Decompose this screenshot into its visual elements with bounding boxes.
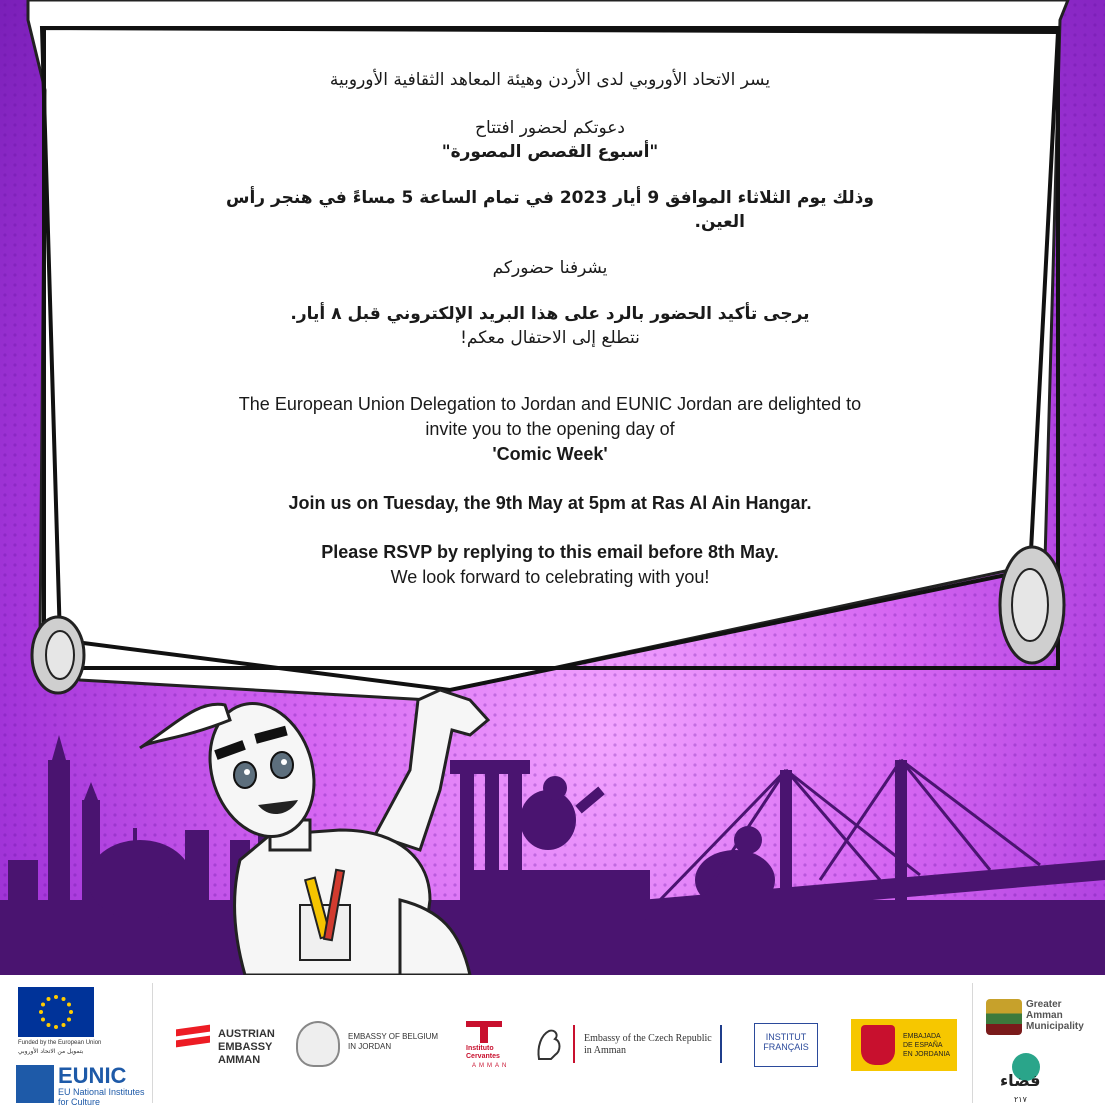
eunic-sub2: for Culture <box>58 1097 101 1107</box>
fada-name: فضاء <box>1000 1071 1041 1090</box>
spain-crest-icon <box>861 1025 895 1065</box>
belgium-line2: IN JORDAN <box>348 1042 392 1051</box>
austria-line1: AUSTRIAN <box>218 1028 275 1040</box>
belgium-line1: EMBASSY OF BELGIUM <box>348 1032 439 1041</box>
cervantes-line3: AMMAN <box>472 1063 510 1069</box>
cervantes-line1: Instituto <box>466 1045 494 1052</box>
ar-honor: يشرفنا حضوركم <box>492 258 608 278</box>
ar-invite: دعوتكم لحضور افتتاح <box>475 118 625 138</box>
en-closing: We look forward to celebrating with you! <box>390 567 710 587</box>
belgium-crest-icon <box>296 1021 340 1067</box>
gam-line2: Amman <box>1026 1010 1063 1021</box>
francais-line2: FRANÇAIS <box>763 1042 809 1052</box>
fada-number: ٢١٧ <box>1014 1095 1027 1104</box>
eunic-logo-icon <box>16 1065 54 1103</box>
spain-line1: EMBAJADA <box>903 1033 941 1040</box>
czech-line2: in Amman <box>584 1045 626 1056</box>
cervantes-logo-icon <box>466 1021 502 1043</box>
spain-embassy-logo <box>851 1019 957 1071</box>
austria-flag-icon <box>176 1027 210 1049</box>
eu-funded-ar: بتمويل من الاتحاد الأوروبي <box>18 1048 84 1055</box>
eunic-sub1: EU National Institutes <box>58 1087 145 1097</box>
spain-line3: EN JORDANIA <box>903 1051 951 1058</box>
eu-flag-icon <box>18 987 94 1037</box>
ar-event-name: "أسبوع القصص المصورة" <box>441 142 659 162</box>
ar-rsvp: يرجى تأكيد الحضور بالرد على هذا البريد الإلكتروني قبل ٨ أيار. <box>290 304 810 324</box>
sponsor-footer <box>0 975 1105 1111</box>
gam-line1: Greater <box>1026 999 1062 1010</box>
en-rsvp: Please RSVP by replying to this email before 8th May. <box>321 542 779 562</box>
gam-logo-icon <box>986 999 1022 1035</box>
austria-line2: EMBASSY <box>218 1041 273 1053</box>
francais-line1: INSTITUT <box>765 1032 807 1042</box>
en-date: Join us on Tuesday, the 9th May at 5pm at Ras Al Ain Hangar. <box>288 493 812 513</box>
institut-francais-logo <box>754 1023 818 1067</box>
czech-line1: Embassy of the Czech Republic <box>584 1033 712 1044</box>
eunic-title: EUNIC <box>58 1063 127 1088</box>
invitation-text <box>170 68 930 590</box>
en-intro-line2: invite you to the opening day of <box>425 419 675 439</box>
eu-funded-en: Funded by the European Union <box>18 1040 102 1046</box>
czech-lion-icon <box>533 1025 565 1063</box>
en-event-name: 'Comic Week' <box>492 444 608 464</box>
ar-date-line2: العين. <box>694 212 745 232</box>
austria-line3: AMMAN <box>218 1054 261 1066</box>
ar-intro: يسر الاتحاد الأوروبي لدى الأردن وهيئة المعاهد الثقافية الأوروبية <box>329 70 771 90</box>
ar-date-line1: وذلك يوم الثلاثاء الموافق 9 أيار 2023 في تمام الساعة 5 مساءً في هنجر رأس <box>226 188 874 208</box>
ar-closing: نتطلع إلى الاحتفال معكم! <box>460 328 640 348</box>
gam-line3: Municipality <box>1026 1021 1084 1032</box>
cervantes-line2: Cervantes <box>466 1053 500 1060</box>
spain-line2: DE ESPAÑA <box>903 1042 943 1049</box>
en-intro-line1: The European Union Delegation to Jordan and EUNIC Jordan are delighted to <box>238 394 862 414</box>
